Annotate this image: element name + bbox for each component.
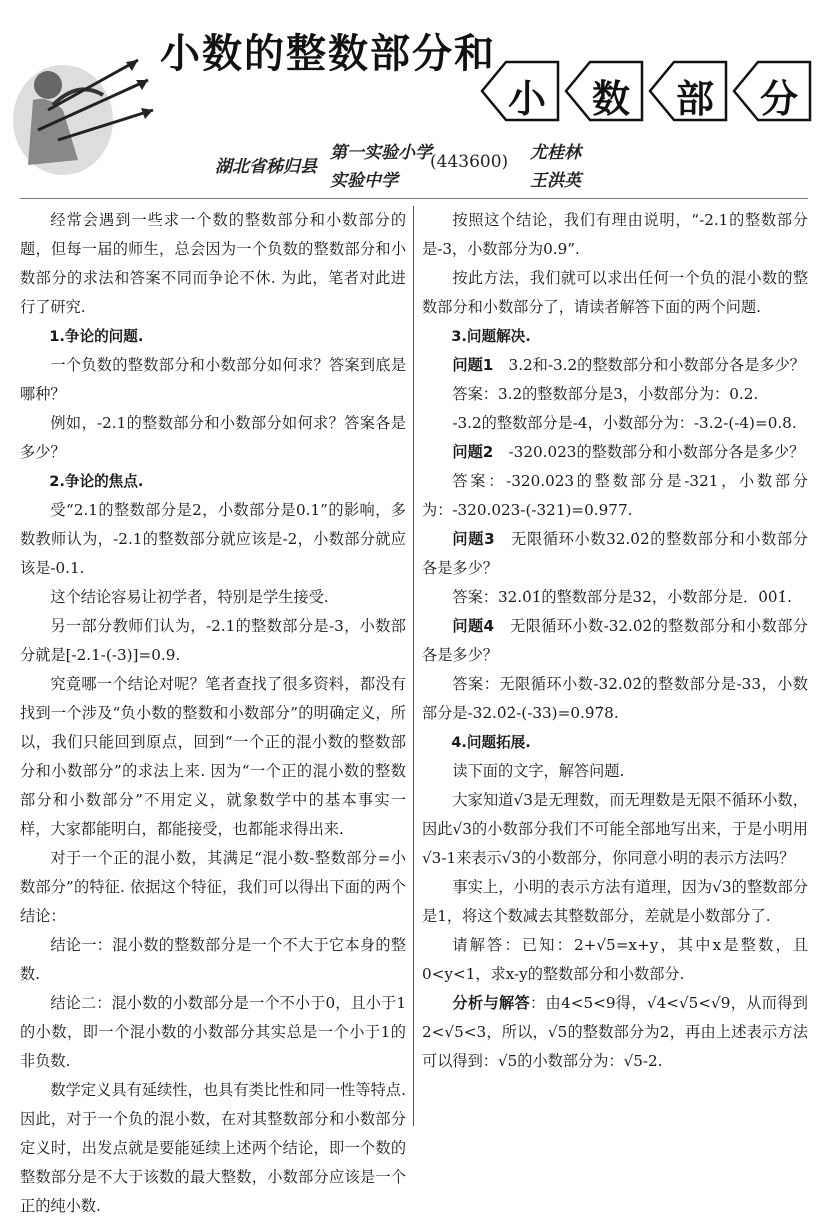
body-paragraph: 答案：32.0̇1̇的整数部分是32，小数部分是．0̇0̇1̇. [452,588,793,606]
author-name-1: 尤桂林 [530,143,581,163]
author-school-1: 第一实验小学 [330,143,432,163]
arrow-char-4 [732,60,812,122]
question-label: 问题1 [452,356,494,374]
section-heading: 2.争论的焦点. [49,473,144,490]
body-paragraph: 一个负数的整数部分和小数部分如何求？答案到底是哪种？ [20,356,406,403]
left-column [20,206,406,1221]
question-text: 3.2和-3.2的整数部分和小数部分各是多少？ [493,356,805,374]
question-text: -320.023的整数部分和小数部分各是多少？ [493,443,805,461]
body-paragraph: 答案：无限循环小数-32.0̇2̇的整数部分是-33，小数部分是-32.0̇2̇-(-33)=0.9̇7̇8. [422,675,808,722]
question-text: ：由4<5<9得，√4<√5<√9，从而得到2<√5<3，所以，√5的整数部分为2，再由上述表示方法可以得到：√5的小数部分为：√5-2. [422,994,808,1070]
body-paragraph: 对于一个正的混小数，其满足“混小数-整数部分=小数部分”的特征. 依据这个特征，我们可以得出下面的两个结论： [20,849,406,925]
section-heading: 4.问题拓展. [451,734,531,751]
article-header [0,0,828,200]
body-paragraph: 另一部分教师们认为，-2.1的整数部分是-3，小数部分就是[-2.1-(-3)]=0.9. [20,617,406,664]
arrow-text: 部 [676,77,715,121]
arrow-char-1 [480,60,560,122]
arrow-text: 小 [508,77,547,121]
question-paragraph [422,612,808,670]
question-paragraph [422,438,808,467]
header-divider [20,198,808,199]
body-paragraph: 结论一：混小数的整数部分是一个不大于它本身的整数. [20,936,406,983]
question-label: 分析与解答 [452,994,531,1012]
question-text: 无限循环小数-32.0̇2̇的整数部分和小数部分各是多少？ [422,617,808,664]
body-paragraph: 经常会遇到一些求一个数的整数部分和小数部分的题，但每一届的师生，总会因为一个负数的整数部分和小数部分的求法和答案不同而争论不休. 为此，笔者对此进行了研究. [20,211,406,316]
author-postcode: (443600) [430,152,509,172]
body-paragraph: 答案：-320.023的整数部分是-321，小数部分为：-320.023-(-321)=0.977. [422,472,808,519]
arrow-text: 数 [592,77,631,121]
body-paragraph: 大家知道√3是无理数，而无理数是无限不循环小数，因此√3的小数部分我们不可能全部地写出来，于是小明用√3-1来表示√3的小数部分，你同意小明的表示方法吗？ [422,791,808,867]
body-paragraph: 究竟哪一个结论对呢？笔者查找了很多资料，都没有找到一个涉及“负小数的整数和小数部分”的明确定义，所以，我们只能回到原点，回到“一个正的混小数的整数部分和小数部分”的求法上来. 因为“一个正的混小数的整数部分和小数部分”不用定义，就象数学中的基本事实一样，大家都能明白，都能接受，也都能求得出来. [20,675,406,838]
body-paragraph: 事实上，小明的表示方法有道理，因为√3的整数部分是1，将这个数减去其整数部分，差就是小数部分了. [422,878,808,925]
body-paragraph: 按照这个结论，我们有理由说明，“-2.1的整数部分是-3，小数部分为0.9”. [422,211,808,258]
article-title-line1: 小数的整数部分和 [160,31,496,77]
column-divider [413,206,414,1126]
body-paragraph: 数学定义具有延续性，也具有类比性和同一性等特点. 因此，对于一个负的混小数，在对其整数部分和小数部分定义时，出发点就是要能延续上述两个结论，即一个数的整数部分是不大于该数的最大整数，小数部分应该是一个正的纯小数. [20,1081,406,1215]
question-label: 问题2 [452,443,494,461]
section-heading: 3.问题解决. [451,328,531,345]
arrow-char-2 [564,60,644,122]
question-paragraph [422,525,808,583]
question-paragraph [422,989,808,1076]
body-paragraph: 受“2.1的整数部分是2，小数部分是0.1”的影响，多数教师认为，-2.1的整数部分就应该是-2，小数部分就应该是-0.1. [20,501,406,577]
arrow-char-3 [648,60,728,122]
body-paragraph: 结论二：混小数的小数部分是一个不小于0，且小于1的小数，即一个混小数的小数部分其实总是一个小于1的非负数. [20,994,406,1070]
body-paragraph: -3.2的整数部分是-4，小数部分为：-3.2-(-4)=0.8. [452,414,797,432]
right-column [422,206,808,1076]
author-school-2: 实验中学 [330,171,398,191]
author-name-2: 王洪英 [530,171,581,191]
section-heading: 1.争论的问题. [49,328,144,345]
question-text: 无限循环小数32.0̇2̇的整数部分和小数部分各是多少？ [422,530,808,577]
arrow-text: 分 [760,77,799,121]
body-paragraph: 答案：3.2的整数部分是3，小数部分为：0.2. [452,385,759,403]
body-paragraph: 例如，-2.1的整数部分和小数部分如何求？答案各是多少？ [20,414,406,461]
title-arrow-row [480,60,810,130]
author-province: 湖北省秭归县 [215,157,317,177]
archer-illustration [8,40,158,180]
body-paragraph: 请解答：已知：2+√5=x+y，其中x是整数，且0<y<1，求x-y的整数部分和小数部分. [422,936,808,983]
question-paragraph [422,351,808,380]
body-paragraph: 按此方法，我们就可以求出任何一个负的混小数的整数部分和小数部分了，请读者解答下面的两个问题. [422,269,808,316]
body-paragraph: 读下面的文字，解答问题. [452,762,625,780]
question-label: 问题3 [452,530,495,548]
question-label: 问题4 [452,617,495,635]
body-paragraph: 这个结论容易让初学者，特别是学生接受. [50,588,329,606]
